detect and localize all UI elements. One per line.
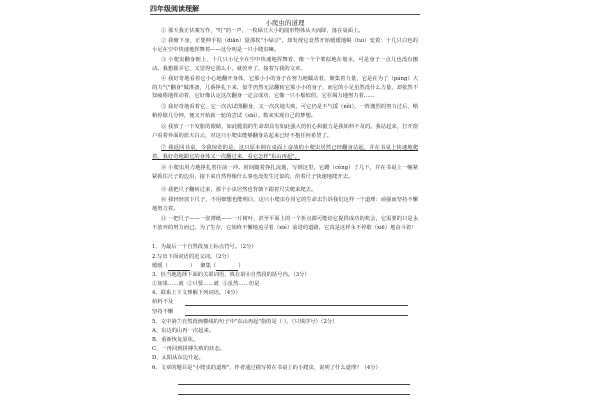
answer-blank[interactable] (216, 264, 238, 271)
paragraph-6: ⑥ 我放了一下发胀的眼睛，如此脆弱的生命却具有如此强大的恒心和毅力是我始料不及的。我站起来，打开窗户看着外面的蓝天白云，对这只小爬虫能够翻身站起来已经不抱任何希望了。 (152, 124, 418, 139)
header-divider (150, 14, 420, 15)
word-2: 聚集（ (200, 263, 217, 269)
option-a: A、东边的山再一次起来。 (152, 328, 215, 334)
option-b: B、重新恢复原状。 (152, 337, 199, 343)
question-5: 5、文中第⑦自然段画横线的句子中"东山再起"指的是（ ）。（只填序号）（2分） (152, 319, 338, 325)
question-6: 6、文章的题目是"小爬虫的道理"，作者通过描写掉在书桌上的小爬虫，说明了什么道理？（4分） (152, 365, 381, 371)
question-3: 3、恰当地选择下面的关联词语，填在第⑧自然段的括号内。（3分） (152, 272, 310, 278)
paragraph-10: ⑩ 我轻轻放下尺子，不用细想也能明白，这只小爬虫在用它的生命去告诉我们这样一个道理：顽强而坚持不懈地努力着。 (152, 197, 418, 212)
question-4-word-2: 坚持不懈 (152, 309, 174, 315)
option-c: C、一再回到拼搏失败的状态。 (152, 346, 225, 352)
question-4-word-1: 始料不及 (152, 299, 174, 305)
answer-blank[interactable] (168, 264, 190, 271)
paragraph-11: ⑪ 一把尺子——一张薄纸——一片树叶，甚至平面上的一个折点都可能给它提供成功的机会，它需要的只是永不放弃的努力而已。为了生存，它始终不懈地追寻着（xié）前进的道路，它真是这样永不停歇（xiē）地奋斗着！ (152, 216, 418, 231)
question-2: 2.写出下面词语的近义词。（2分） (152, 254, 232, 260)
paragraph-2: ② 我俯下身，正要伸手掂（diān）量那枚"小绿豆"，却发现它竟然开始缓缓地蜕（tuì）变着：十几只白色的小足在空中快速地挥舞着——这分明是一只小爬虫嘛。 (152, 38, 418, 53)
question-3-options: ①如果……就 ②只要……就 ③虽然……但是 (152, 281, 260, 287)
paragraph-3: ③ 小爬虫翻身朝上，十几只小足全在空中快速地挥舞着，像一个个桨似地在划水，可是身子一点儿也没有挪动。我想拨弄它，又觉得它那么小，就放弃了，接着写我的文章。 (152, 57, 418, 72)
word-1: 缓缓（ (152, 263, 168, 269)
answer-line[interactable] (185, 315, 408, 316)
question-2-words: 缓缓（ ） 聚集（ ） (152, 263, 244, 269)
option-d: D、太阳从东边升起。 (152, 355, 204, 361)
paragraph-1: ① 那天我正伏案写作，"叮"的一声，一枚绿豆大小的圆形物体从天而降，落在桌面上。 (161, 28, 364, 34)
answer-line[interactable] (178, 394, 410, 395)
worksheet-header: 四年级阅读理解 (150, 4, 199, 13)
question-4: 4、联系上下文理解下列词语。（4分） (152, 290, 241, 296)
paragraph-9: ⑨ 我把尺子翻转过来，那个小虫居然也背朝下跟着尺尖爬来爬去。 (161, 187, 317, 193)
paragraph-4: ④ 我好奇地看着它小心地翻开身体，它那小小的身子在努力地蠕动着，聚集着力量，它是在为了（páng）大的力气"翻身"做准备，几番挣扎下来，似乎仍然无法翻转它那小小的身子，而它的小足虽然没什么力量，却依然不知疲倦地挥动着，它好像认定这次翻身一定会成功，它像一只小船似的，它在竭力地努力着…… (152, 76, 418, 100)
paragraph-7-underlined: ⑦ 我返回书桌，令我惊奇的是，这只原本倒在桌面上奋战的小爬虫居然已经翻身站起，并在书桌上快速地爬着，我好奇地跟它的身体又一次翻过来，看它怎样"东山再起"。 (152, 145, 418, 160)
question-1: 1、为最后一个自然段加上标点符号。（2分） (152, 244, 257, 250)
paragraph-8: ⑧ 小爬虫用力地挣扎着往前一冲。时间随着挣扎流逝，写到这里，它蹭（cèng）了几下，并在书桌上一幢紧紧抓住尺子的边沿，接下来自然得像什么事也没发生过似的，沿着尺子快速地爬开去。 (152, 165, 418, 180)
passage-title: 小爬虫的道理 (265, 19, 305, 27)
answer-line[interactable] (178, 384, 410, 385)
answer-line[interactable] (185, 305, 408, 306)
paragraph-5: ⑤ 我好奇地看着它，它一次次试图翻身，又一次次地失败，可它仍是不气馁（něi），一阵激烈的努力过后，稍稍停歇几分钟，便又开始新一轮的尝试（shì）。数来实现自己的梦想。 (152, 104, 418, 119)
